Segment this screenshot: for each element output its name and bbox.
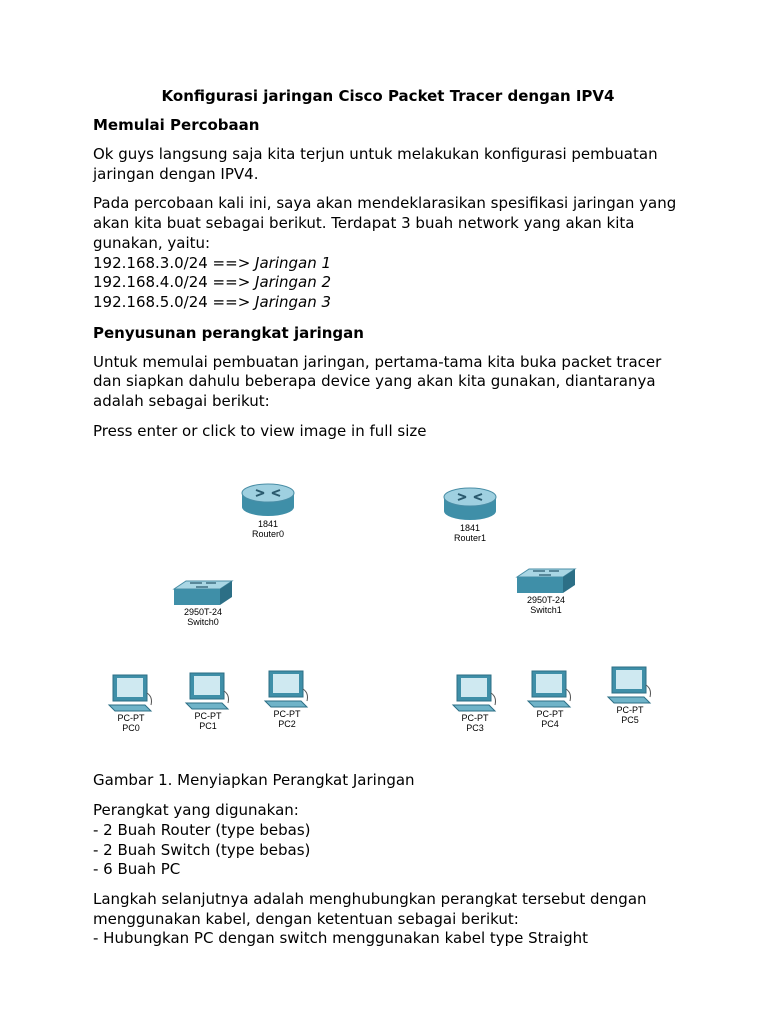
heading-penyusunan: Penyusunan perangkat jaringan: [93, 323, 364, 342]
network-name: Jaringan 3: [255, 292, 332, 311]
heading-memulai: Memulai Percobaan: [93, 116, 260, 134]
paragraph-devices-intro: Untuk memulai pembuatan jaringan, pertama-tama kita buka packet tracer dan siapkan dahulu beberapa device yang akan kita gunakan, diantaranya adalah sebagai berikut:: [93, 352, 662, 411]
router-name: Router0: [251, 529, 285, 540]
device-list-item: - 6 Buah PC: [93, 860, 181, 879]
router-icon: [240, 483, 296, 519]
switch-model: 2950T-24: [526, 595, 566, 606]
network-diagram[interactable]: [93, 451, 683, 771]
page-title: Konfigurasi jaringan Cisco Packet Tracer dengan IPV4: [161, 87, 615, 105]
switch-1: [514, 567, 578, 615]
pc-name: PC5: [621, 715, 639, 726]
switch-name: Switch0: [187, 617, 219, 628]
network-name: Jaringan 1: [255, 253, 332, 272]
paragraph-intro: Ok guys langsung saja kita terjun untuk melakukan konfigurasi pembuatan jaringan dengan IPV4.: [93, 145, 658, 183]
network-address: 192.168.3.0/24 ==>: [93, 253, 256, 272]
pc-type: PC-PT: [194, 711, 222, 722]
pc-name: PC0: [122, 723, 140, 734]
pc-icon: [606, 665, 654, 705]
switch-0: [171, 579, 235, 627]
router-icon: [442, 487, 498, 523]
document-content: [93, 86, 683, 949]
router-0: [238, 483, 298, 539]
router-name: Router1: [453, 533, 487, 544]
paragraph-spec: [93, 194, 683, 253]
pc-4: [524, 669, 576, 729]
pc-type: PC-PT: [536, 709, 564, 720]
router-1: [440, 487, 500, 543]
pc-5: [604, 665, 656, 725]
pc-0: [105, 673, 157, 733]
press-enter-link[interactable]: Press enter or click to view image in full size: [93, 421, 427, 440]
pc-type: PC-PT: [616, 705, 644, 716]
device-list-intro: Perangkat yang digunakan:: [93, 801, 299, 820]
pc-type: PC-PT: [273, 709, 301, 720]
pc-name: PC3: [466, 723, 484, 734]
figure-caption: Gambar 1. Menyiapkan Perangkat Jaringan: [93, 771, 415, 790]
next-step: [93, 890, 683, 949]
network-address: 192.168.5.0/24 ==>: [93, 292, 256, 311]
pc-icon: [526, 669, 574, 709]
switch-icon: [515, 567, 577, 595]
network-address: 192.168.4.0/24 ==>: [93, 273, 256, 292]
pc-3: [449, 673, 501, 733]
network-item: [93, 293, 683, 313]
device-list-item: - 2 Buah Switch (type bebas): [93, 840, 311, 859]
pc-type: PC-PT: [461, 713, 489, 724]
next-step-item: - Hubungkan PC dengan switch menggunakan kabel type Straight: [93, 929, 588, 948]
router-model: 1841: [257, 519, 279, 530]
pc-type: PC-PT: [117, 713, 145, 724]
network-item: [93, 254, 683, 274]
device-list-item: - 2 Buah Router (type bebas): [93, 820, 311, 839]
pc-icon: [107, 673, 155, 713]
network-list: [93, 254, 683, 313]
network-name: Jaringan 2: [255, 273, 332, 292]
pc-1: [182, 671, 234, 731]
pc-2: [261, 669, 313, 729]
switch-name: Switch1: [530, 605, 562, 616]
next-step-paragraph: Langkah selanjutnya adalah menghubungkan perangkat tersebut dengan menggunakan kabel, dengan ketentuan sebagai berikut:: [93, 889, 647, 928]
pc-name: PC4: [541, 719, 559, 730]
router-model: 1841: [459, 523, 481, 534]
pc-icon: [451, 673, 499, 713]
pc-name: PC1: [199, 721, 217, 732]
pc-name: PC2: [278, 719, 296, 730]
device-list: [93, 801, 683, 880]
spec-text: Pada percobaan kali ini, saya akan mendeklarasikan spesifikasi jaringan yang akan kita buat sebagai berikut. Terdapat 3 buah network yang akan kita gunakan, yaitu:: [93, 194, 677, 252]
pc-icon: [263, 669, 311, 709]
network-item: [93, 273, 683, 293]
switch-model: 2950T-24: [183, 607, 223, 618]
pc-icon: [184, 671, 232, 711]
switch-icon: [172, 579, 234, 607]
